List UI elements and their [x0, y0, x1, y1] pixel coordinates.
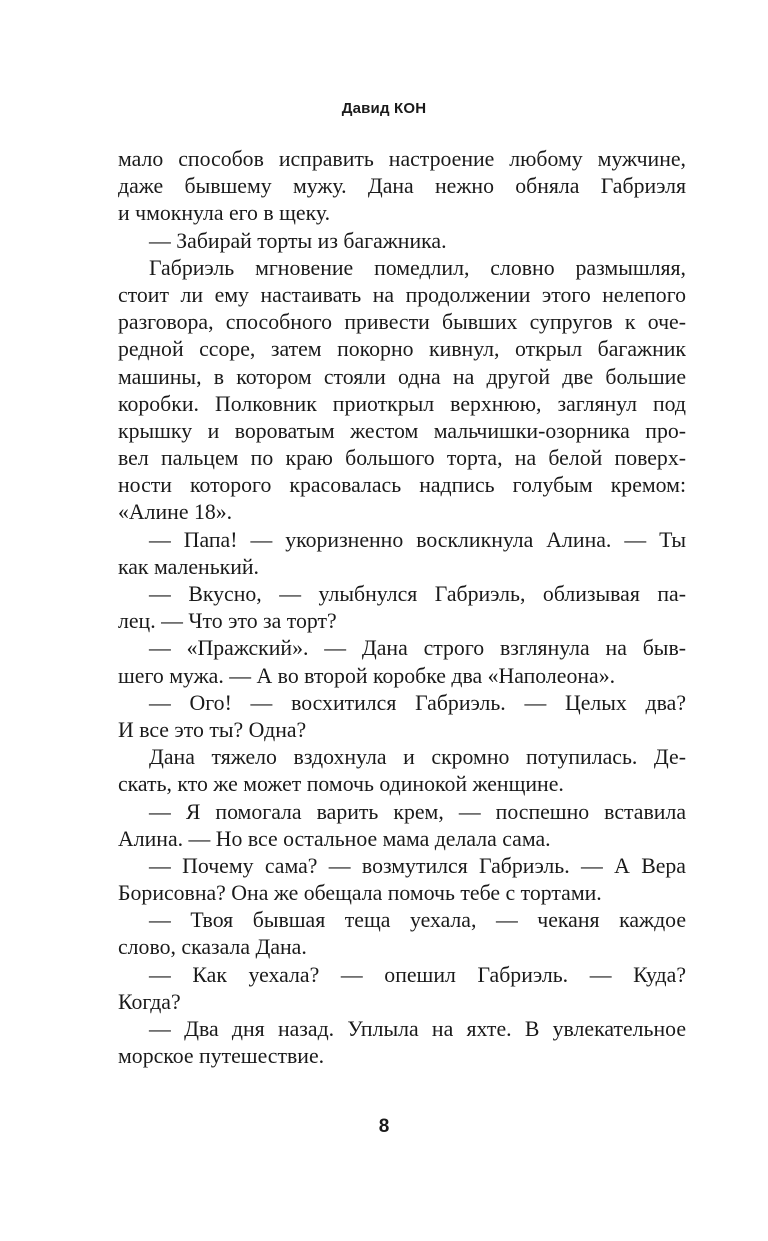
text-line: — Я помогала варить крем, — поспешно вставила: [149, 799, 686, 824]
text-line: — Папа! — укоризненно воскликнула Алина. — Ты: [149, 527, 686, 552]
text-line: — Твоя бывшая теща уехала, — чеканя каждое: [149, 908, 686, 933]
body-text: [118, 146, 686, 1070]
text-line: и чмокнула его в щеку.: [118, 201, 331, 226]
text-line: Алина. — Но все остальное мама делала сама.: [118, 826, 551, 851]
text-line: стоит ли ему настаивать на продолжении этого нелепого: [118, 282, 686, 307]
text-line: коробки. Полковник приоткрыл верхнюю, заглянул под: [118, 391, 686, 416]
running-header: Давид КОН: [341, 100, 427, 117]
text-line: вел пальцем по краю большого торта, на белой поверх-: [118, 446, 686, 471]
text-line: мало способов исправить настроение любому мужчине,: [118, 147, 686, 171]
text-line: как маленький.: [118, 554, 260, 579]
text-line: — Вкусно, — улыбнулся Габриэль, облизывая па-: [149, 582, 686, 606]
text-line: — Два дня назад. Уплыла на яхте. В увлекательное: [149, 1017, 686, 1041]
text-line: шего мужа. — А во второй коробке два «Наполеона».: [118, 663, 616, 688]
text-line: слово, сказала Дана.: [118, 935, 307, 960]
text-line: «Алине 18».: [118, 500, 233, 525]
text-line: ности которого красовалась надпись голубым кремом:: [118, 473, 686, 498]
text-line: крышку и вороватым жестом мальчишки-озорника про-: [118, 418, 686, 443]
text-line: морское путешествие.: [118, 1044, 325, 1069]
text-line: — Почему сама? — возмутился Габриэль. — А Вера: [149, 853, 686, 878]
text-line: И все это ты? Одна?: [118, 717, 307, 742]
text-line: Габриэль мгновение помедлил, словно размышляя,: [149, 255, 686, 280]
text-line: даже бывшему мужу. Дана нежно обняла Габриэля: [118, 174, 686, 199]
text-line: — «Пражский». — Дана строго взглянула на быв-: [149, 636, 686, 661]
text-line: Когда?: [118, 989, 181, 1014]
text-line: редной ссоре, затем покорно кивнул, открыл багажник: [118, 337, 686, 362]
page-number: 8: [378, 1116, 390, 1137]
text-line: разговора, способного привести бывших супругов к оче-: [118, 310, 686, 335]
text-line: — Ого! — восхитился Габриэль. — Целых два?: [149, 690, 686, 715]
text-line: машины, в котором стояли одна на другой две большие: [118, 364, 686, 389]
text-line: лец. — Что это за торт?: [118, 609, 337, 634]
text-line: — Как уехала? — опешил Габриэль. — Куда?: [149, 962, 686, 987]
text-line: Дана тяжело вздохнула и скромно потупилась. Де-: [149, 745, 686, 770]
text-line: — Забирай торты из багажника.: [149, 228, 447, 253]
text-line: скать, кто же может помочь одинокой женщине.: [118, 772, 564, 797]
text-line: Борисовна? Она же обещала помочь тебе с тортами.: [118, 881, 602, 906]
